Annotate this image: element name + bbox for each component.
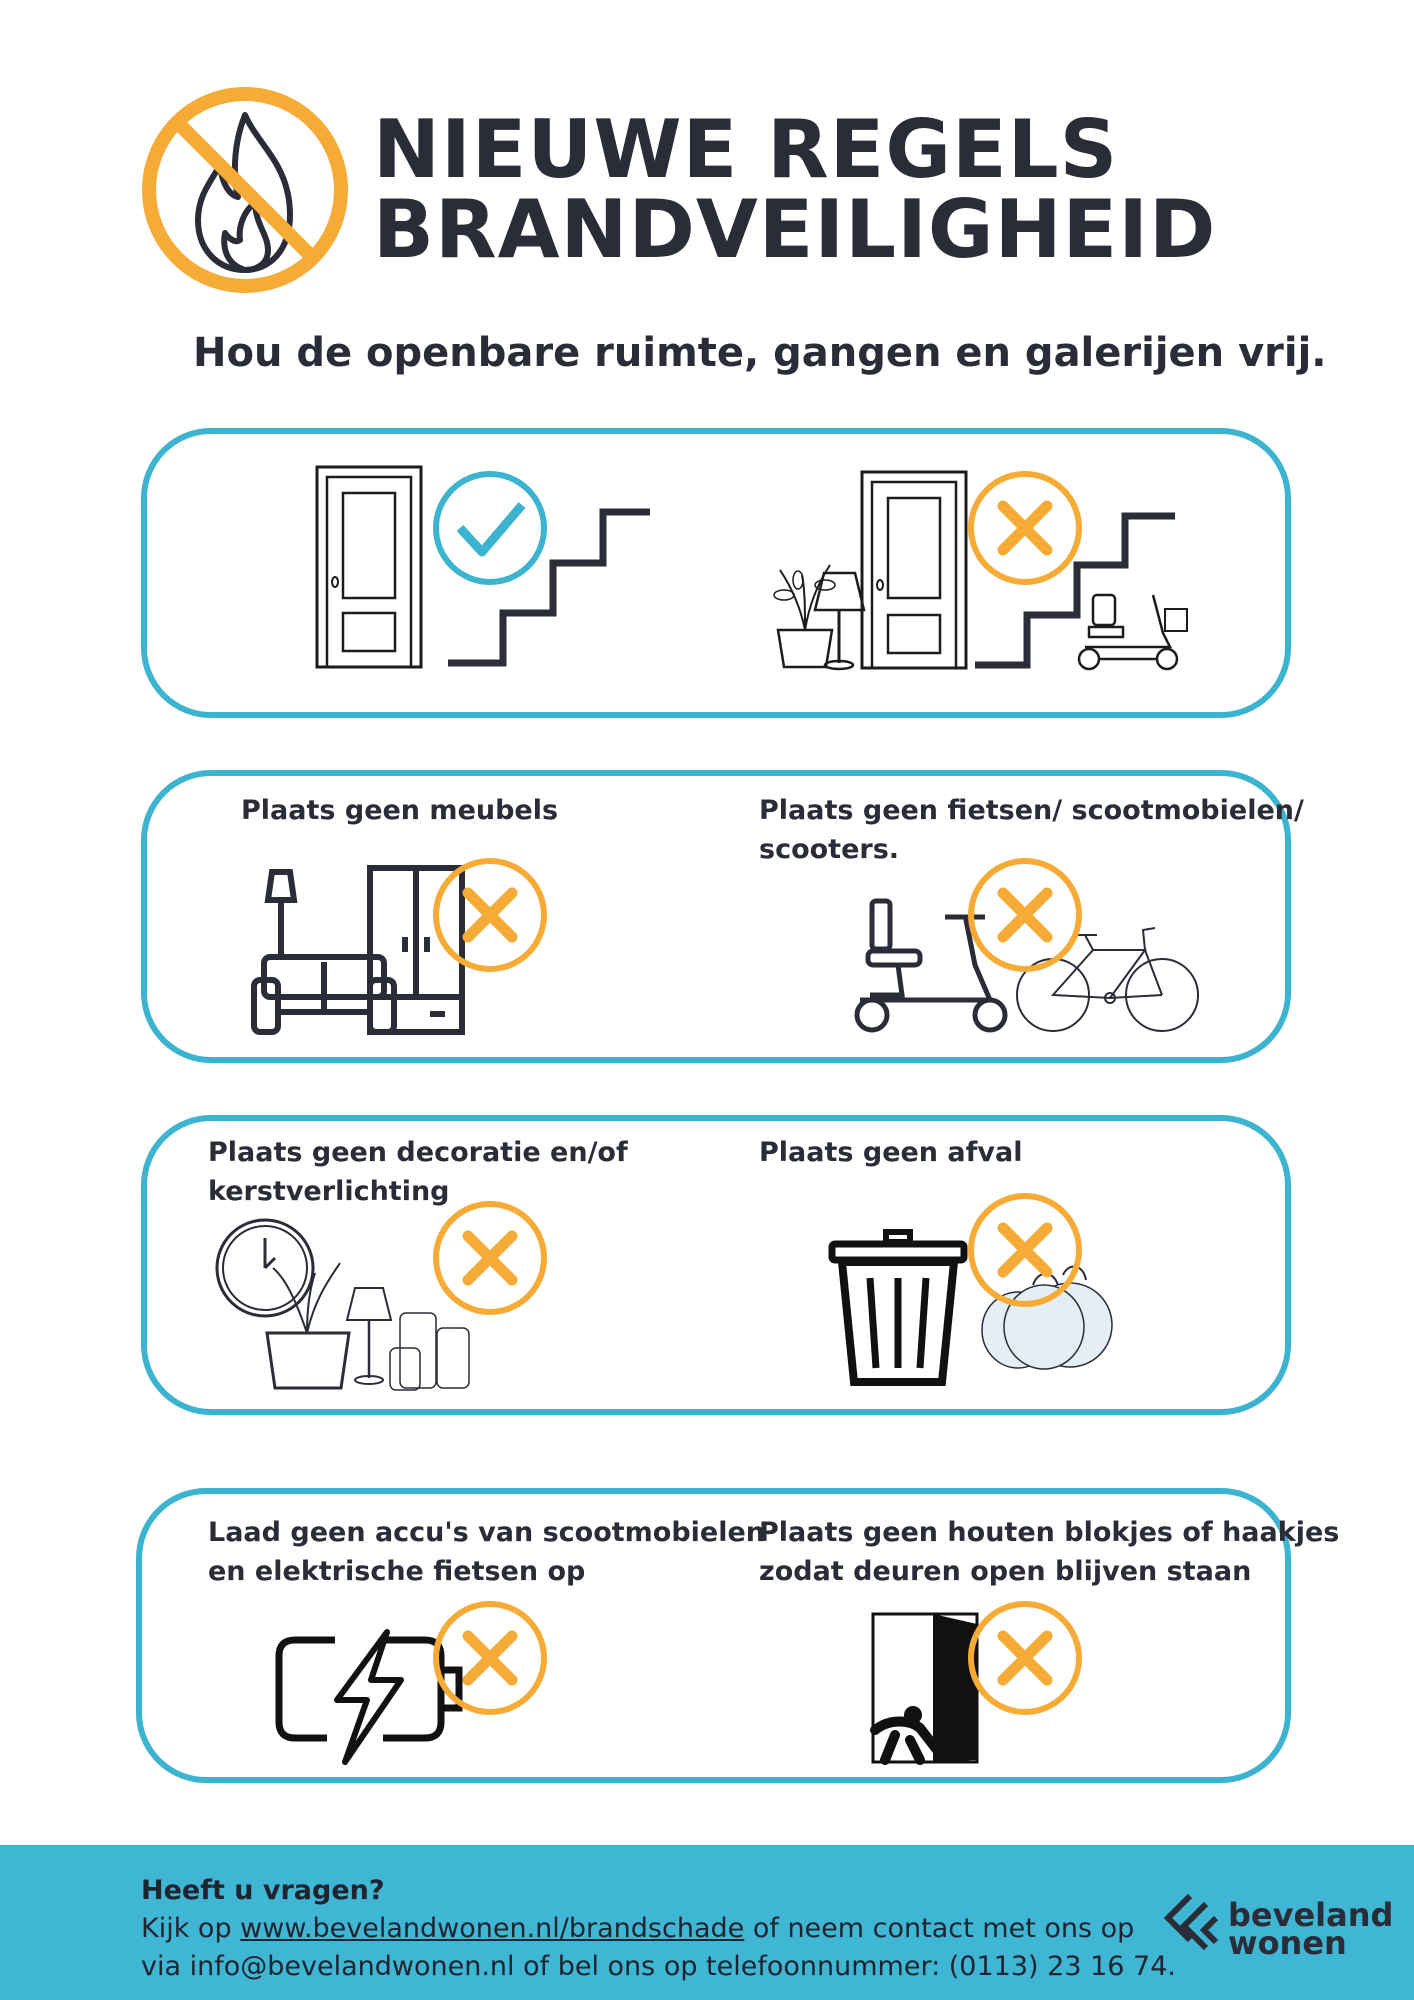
- cross-icon: [967, 1600, 1083, 1716]
- rule-vehicles-label-1: Plaats geen fietsen/ scootmobielen/: [759, 795, 1304, 826]
- cross-icon: [432, 1200, 548, 1316]
- footer-text: of neem contact met ons op: [744, 1913, 1135, 1944]
- brand-name-line-2: wonen: [1228, 1924, 1347, 1962]
- trash-bin-icon: [828, 1228, 968, 1388]
- footer-question: Heeft u vragen?: [141, 1875, 385, 1906]
- rule-blocks-label-1: Plaats geen houten blokjes of haakjes: [759, 1517, 1340, 1548]
- page-title-line-1: NIEUWE REGELS: [373, 103, 1119, 196]
- door-icon-blocked: [860, 470, 970, 670]
- website-link[interactable]: www.bevelandwonen.nl/brandschade: [240, 1913, 745, 1944]
- lamp-icon: [812, 565, 867, 670]
- brand-logo-icon: [1160, 1892, 1222, 1960]
- rule-waste-label: Plaats geen afval: [759, 1137, 1023, 1168]
- no-fire-icon: [140, 85, 350, 295]
- cross-icon: [967, 857, 1083, 973]
- rule-battery-label-1: Laad geen accu's van scootmobielen: [208, 1517, 766, 1548]
- stairs-icon: [448, 508, 653, 668]
- brand-name-line-1: beveland: [1228, 1896, 1394, 1934]
- rule-battery-label-2: en elektrische fietsen op: [208, 1556, 586, 1587]
- rule-decoration-label-1: Plaats geen decoratie en/of: [208, 1137, 628, 1168]
- footer-contact-line-2: via info@bevelandwonen.nl of bel ons op telefoonnummer: (0113) 23 16 74.: [141, 1951, 1176, 1982]
- rule-blocks-label-2: zodat deuren open blijven staan: [759, 1556, 1252, 1587]
- cross-icon: [967, 1192, 1083, 1308]
- door-icon: [315, 465, 425, 670]
- rule-vehicles-label-2: scooters.: [759, 834, 900, 865]
- rule-furniture-label: Plaats geen meubels: [241, 795, 559, 826]
- footer-contact-line-1: [141, 1910, 1134, 1948]
- page-title-line-2: BRANDVEILIGHEID: [373, 183, 1217, 276]
- rule-decoration-label-2: kerstverlichting: [208, 1176, 450, 1207]
- cross-icon: [432, 1600, 548, 1716]
- mobility-scooter-icon: [1075, 585, 1190, 673]
- page-subtitle: Hou de openbare ruimte, gangen en galerijen vrij.: [193, 330, 1327, 376]
- footer-text: Kijk op: [141, 1913, 241, 1944]
- cross-icon: [432, 857, 548, 973]
